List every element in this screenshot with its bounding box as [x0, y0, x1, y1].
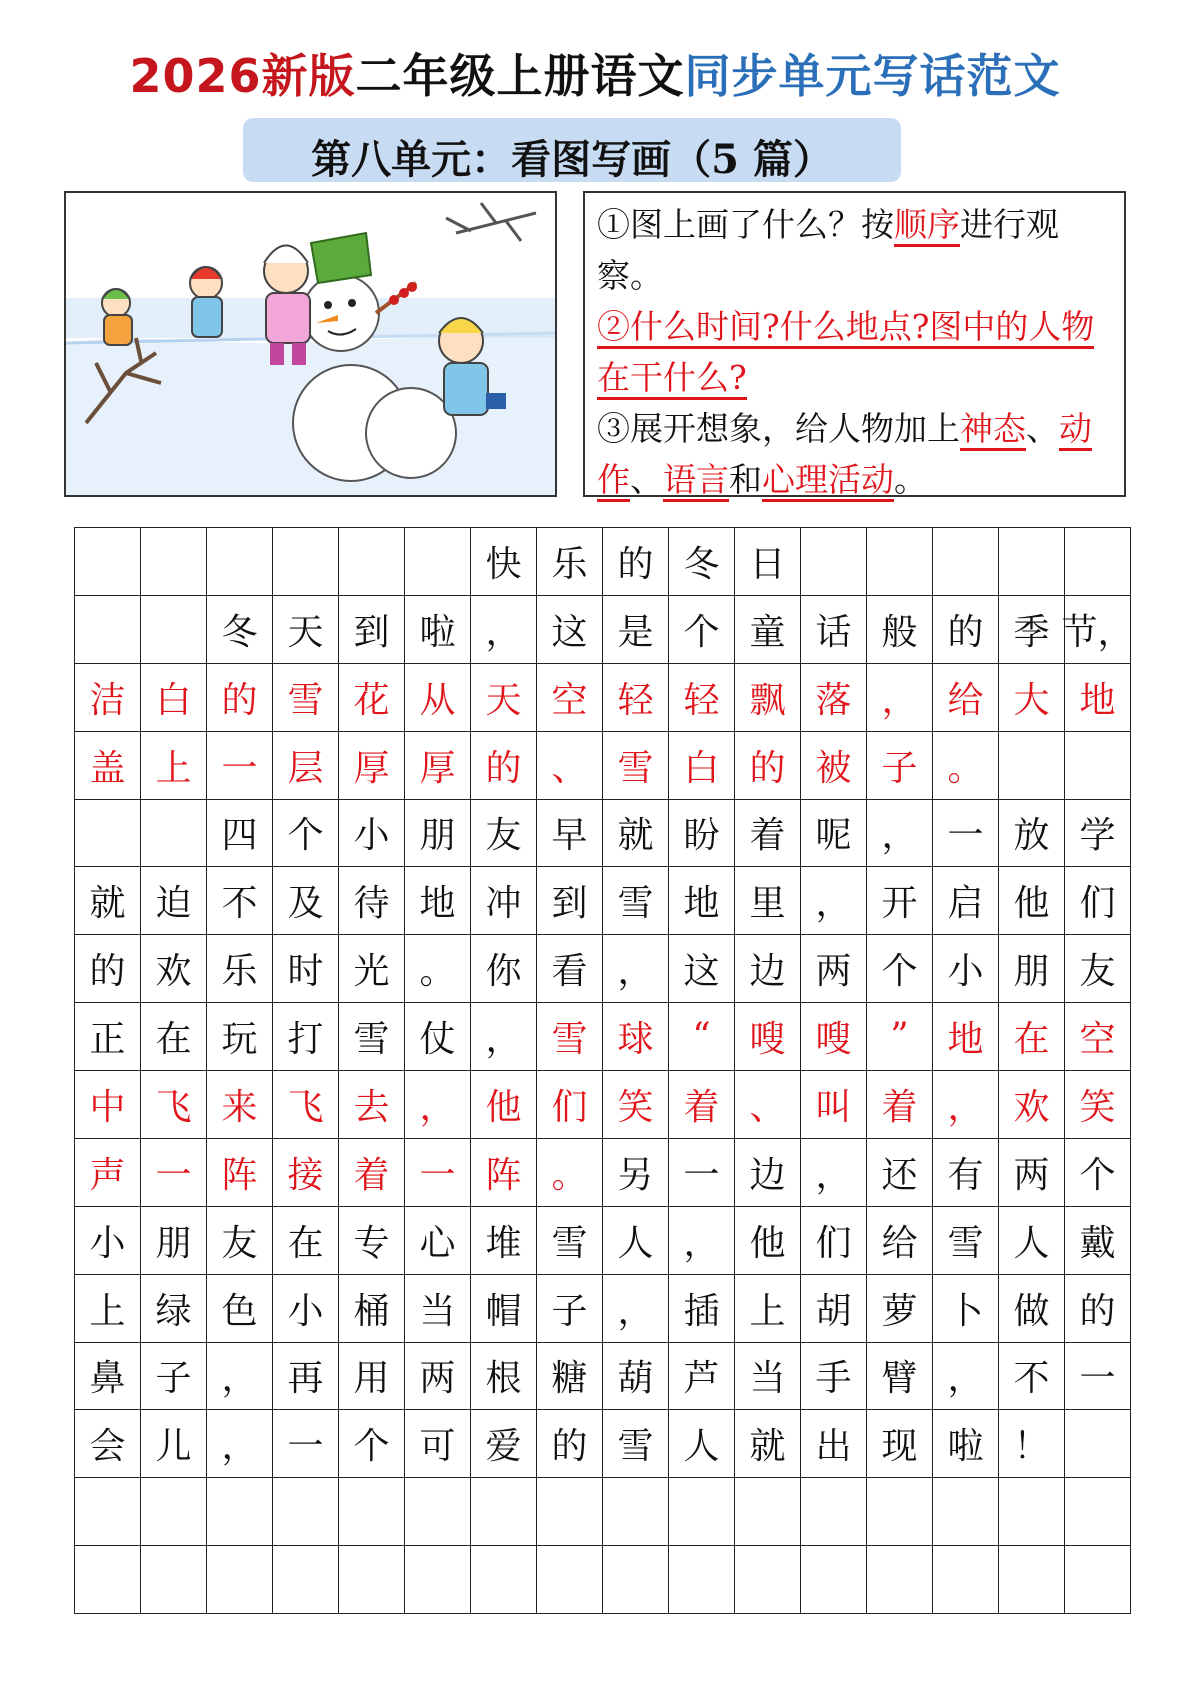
- grid-cell: 在: [273, 1207, 339, 1275]
- grid-cell: 正: [75, 1003, 141, 1071]
- grid-cell: 待: [339, 867, 405, 935]
- hint-2: [597, 301, 1114, 403]
- grid-cell: [603, 1546, 669, 1614]
- hint-3-keyword-action: 动作: [597, 409, 1092, 502]
- grid-cell: [75, 596, 141, 664]
- grid-cell: 糖: [537, 1343, 603, 1411]
- grid-cell: [75, 1478, 141, 1546]
- grid-cell: [1065, 1410, 1131, 1478]
- grid-cell: 、: [537, 732, 603, 800]
- grid-cell: 当: [735, 1343, 801, 1411]
- grid-cell: 接: [273, 1139, 339, 1207]
- grid-cell: 个: [867, 935, 933, 1003]
- grid-cell: 般: [867, 596, 933, 664]
- grid-cell: 边: [735, 1139, 801, 1207]
- grid-cell: 小: [339, 800, 405, 868]
- grid-cell: 光: [339, 935, 405, 1003]
- grid-cell: 做: [999, 1275, 1065, 1343]
- grid-cell: 层: [273, 732, 339, 800]
- grid-cell: ”: [867, 1003, 933, 1071]
- grid-cell: 当: [405, 1275, 471, 1343]
- grid-cell: [1065, 528, 1131, 596]
- grid-cell: 个: [273, 800, 339, 868]
- grid-cell: 友: [207, 1207, 273, 1275]
- title-topic: 同步单元写话范文: [684, 49, 1061, 103]
- grid-cell: 球: [603, 1003, 669, 1071]
- grid-cell: 的: [471, 732, 537, 800]
- grid-cell: 的: [537, 1410, 603, 1478]
- grid-cell: 放: [999, 800, 1065, 868]
- grid-cell: [933, 528, 999, 596]
- grid-cell: ，: [405, 1071, 471, 1139]
- grid-cell: [75, 1546, 141, 1614]
- grid-cell: 到: [339, 596, 405, 664]
- grid-cell: 飘: [735, 664, 801, 732]
- grid-cell: 天: [273, 596, 339, 664]
- grid-cell: ，: [867, 664, 933, 732]
- grid-cell: 在: [141, 1003, 207, 1071]
- grid-cell: 童: [735, 596, 801, 664]
- grid-cell: [867, 1546, 933, 1614]
- grid-cell: 现: [867, 1410, 933, 1478]
- grid-cell: 节，: [1065, 596, 1131, 664]
- grid-cell: ，: [471, 1003, 537, 1071]
- grid-cell: [1065, 732, 1131, 800]
- grid-cell: 这: [537, 596, 603, 664]
- grid-cell: 白: [669, 732, 735, 800]
- grid-cell: 是: [603, 596, 669, 664]
- grid-cell: 嗖: [801, 1003, 867, 1071]
- hint-1-keyword: 顺序: [894, 205, 960, 247]
- grid-cell: 地: [405, 867, 471, 935]
- grid-cell: 就: [735, 1410, 801, 1478]
- grid-cell: [999, 1546, 1065, 1614]
- grid-cell: [867, 1478, 933, 1546]
- grid-cell: 仗: [405, 1003, 471, 1071]
- grid-cell: 帽: [471, 1275, 537, 1343]
- grid-cell: 给: [867, 1207, 933, 1275]
- grid-cell: 另: [603, 1139, 669, 1207]
- grid-cell: 爱: [471, 1410, 537, 1478]
- grid-cell: 及: [273, 867, 339, 935]
- grid-cell: 季: [999, 596, 1065, 664]
- grid-cell: [141, 1546, 207, 1614]
- grid-cell: ，: [933, 1071, 999, 1139]
- grid-cell: 被: [801, 732, 867, 800]
- grid-cell: ！: [999, 1410, 1065, 1478]
- grid-cell: 边: [735, 935, 801, 1003]
- unit-label: 第八单元：看图写画（5 篇）: [311, 136, 833, 183]
- grid-cell: ，: [471, 596, 537, 664]
- grid-cell: [75, 528, 141, 596]
- hint-2-text: ②什么时间?什么地点?图中的人物在干什么?: [597, 307, 1094, 400]
- grid-cell: ，: [669, 1207, 735, 1275]
- grid-cell: 呢: [801, 800, 867, 868]
- grid-cell: 小: [933, 935, 999, 1003]
- grid-cell: 的: [933, 596, 999, 664]
- grid-cell: 地: [933, 1003, 999, 1071]
- grid-cell: 、: [735, 1071, 801, 1139]
- grid-cell: 笑: [603, 1071, 669, 1139]
- grid-cell: 洁: [75, 664, 141, 732]
- grid-cell: 雪: [537, 1003, 603, 1071]
- hint-3-text: ③展开想象，给人物加上: [597, 409, 960, 448]
- grid-cell: 到: [537, 867, 603, 935]
- grid-cell: 学: [1065, 800, 1131, 868]
- grid-cell: 打: [273, 1003, 339, 1071]
- grid-cell: [273, 1546, 339, 1614]
- snowman-children-illustration-icon: [66, 193, 555, 495]
- title-grade-subject: 二年级上册语文: [355, 49, 685, 103]
- hint-3-and: 和: [729, 460, 762, 499]
- grid-cell: ，: [801, 867, 867, 935]
- grid-cell: 冲: [471, 867, 537, 935]
- grid-cell: 一: [933, 800, 999, 868]
- grid-cell: 飞: [141, 1071, 207, 1139]
- grid-cell: ，: [933, 1343, 999, 1411]
- grid-cell: 朋: [141, 1207, 207, 1275]
- grid-cell: 戴: [1065, 1207, 1131, 1275]
- grid-cell: 中: [75, 1071, 141, 1139]
- grid-cell: 雪: [339, 1003, 405, 1071]
- grid-cell: 个: [1065, 1139, 1131, 1207]
- grid-cell: 大: [999, 664, 1065, 732]
- grid-cell: 给: [933, 664, 999, 732]
- grid-cell: 朋: [405, 800, 471, 868]
- grid-cell: 盖: [75, 732, 141, 800]
- grid-cell: 友: [1065, 935, 1131, 1003]
- grid-cell: 着: [867, 1071, 933, 1139]
- grid-cell: [207, 528, 273, 596]
- grid-cell: [933, 1546, 999, 1614]
- grid-cell: [801, 528, 867, 596]
- grid-cell: 来: [207, 1071, 273, 1139]
- grid-cell: [801, 1546, 867, 1614]
- grid-cell: 地: [669, 867, 735, 935]
- grid-cell: 玩: [207, 1003, 273, 1071]
- grid-cell: 一: [273, 1410, 339, 1478]
- grid-cell: 一: [669, 1139, 735, 1207]
- grid-cell: 厚: [339, 732, 405, 800]
- grid-cell: ，: [801, 1139, 867, 1207]
- grid-cell: 雪: [603, 1410, 669, 1478]
- grid-cell: 们: [537, 1071, 603, 1139]
- grid-cell: 雪: [537, 1207, 603, 1275]
- grid-cell: [537, 1546, 603, 1614]
- grid-cell: 雪: [603, 867, 669, 935]
- grid-cell: 人: [603, 1207, 669, 1275]
- grid-cell: 看: [537, 935, 603, 1003]
- grid-cell: 手: [801, 1343, 867, 1411]
- grid-cell: [405, 1546, 471, 1614]
- grid-cell: 花: [339, 664, 405, 732]
- grid-cell: [999, 732, 1065, 800]
- grid-cell: 嗖: [735, 1003, 801, 1071]
- grid-cell: [999, 528, 1065, 596]
- grid-cell: 桶: [339, 1275, 405, 1343]
- grid-cell: 会: [75, 1410, 141, 1478]
- grid-cell: [339, 1546, 405, 1614]
- grid-cell: 早: [537, 800, 603, 868]
- grid-cell: 冬: [207, 596, 273, 664]
- grid-cell: 绿: [141, 1275, 207, 1343]
- grid-cell: 飞: [273, 1071, 339, 1139]
- grid-cell: 空: [1065, 1003, 1131, 1071]
- grid-cell: 他: [999, 867, 1065, 935]
- grid-cell: 上: [141, 732, 207, 800]
- grid-cell: 这: [669, 935, 735, 1003]
- grid-cell: 子: [867, 732, 933, 800]
- grid-cell: 子: [537, 1275, 603, 1343]
- hint-3-sep: 、: [630, 460, 663, 499]
- grid-cell: ，: [603, 1275, 669, 1343]
- grid-cell: [867, 528, 933, 596]
- grid-cell: [141, 596, 207, 664]
- grid-cell: 出: [801, 1410, 867, 1478]
- writing-hints: [583, 191, 1126, 497]
- grid-cell: 朋: [999, 935, 1065, 1003]
- grid-cell: 个: [339, 1410, 405, 1478]
- grid-cell: 雪: [933, 1207, 999, 1275]
- grid-cell: 欢: [141, 935, 207, 1003]
- grid-cell: “: [669, 1003, 735, 1071]
- grid-cell: 一: [207, 732, 273, 800]
- grid-cell: 们: [801, 1207, 867, 1275]
- grid-cell: [339, 1478, 405, 1546]
- hint-1-text: ①图上画了什么？按: [597, 205, 894, 244]
- grid-cell: 上: [75, 1275, 141, 1343]
- grid-cell: 友: [471, 800, 537, 868]
- grid-cell: [405, 528, 471, 596]
- hint-3-keyword-psychology: 心理活动: [762, 460, 894, 502]
- grid-cell: 萝: [867, 1275, 933, 1343]
- grid-cell: 厚: [405, 732, 471, 800]
- grid-cell: [933, 1478, 999, 1546]
- grid-cell: [207, 1546, 273, 1614]
- grid-cell: 空: [537, 664, 603, 732]
- page-title: [0, 40, 1190, 106]
- grid-cell: 色: [207, 1275, 273, 1343]
- grid-cell: 鼻: [75, 1343, 141, 1411]
- grid-cell: ，: [207, 1410, 273, 1478]
- grid-cell: 声: [75, 1139, 141, 1207]
- grid-cell: [471, 1546, 537, 1614]
- grid-cell: 去: [339, 1071, 405, 1139]
- grid-cell: 小: [75, 1207, 141, 1275]
- grid-cell: [273, 528, 339, 596]
- grid-cell: ，: [867, 800, 933, 868]
- grid-cell: 话: [801, 596, 867, 664]
- grid-cell: 两: [801, 935, 867, 1003]
- grid-cell: 两: [999, 1139, 1065, 1207]
- grid-cell: 的: [1065, 1275, 1131, 1343]
- grid-cell: 上: [735, 1275, 801, 1343]
- grid-cell: [1065, 1478, 1131, 1546]
- grid-cell: 快: [471, 528, 537, 596]
- grid-cell: 葫: [603, 1343, 669, 1411]
- grid-cell: 雪: [603, 732, 669, 800]
- grid-cell: 里: [735, 867, 801, 935]
- unit-banner: [243, 118, 901, 182]
- grid-cell: [735, 1546, 801, 1614]
- grid-cell: 人: [999, 1207, 1065, 1275]
- grid-cell: 着: [669, 1071, 735, 1139]
- grid-cell: 。: [933, 732, 999, 800]
- grid-cell: [669, 1478, 735, 1546]
- grid-cell: [141, 528, 207, 596]
- grid-cell: 专: [339, 1207, 405, 1275]
- grid-cell: 你: [471, 935, 537, 1003]
- title-year-edition: 2026新版: [129, 49, 356, 103]
- hint-3-sep: 、: [1026, 409, 1059, 448]
- grid-cell: 子: [141, 1343, 207, 1411]
- grid-cell: 的: [603, 528, 669, 596]
- grid-cell: 胡: [801, 1275, 867, 1343]
- grid-cell: 叫: [801, 1071, 867, 1139]
- grid-cell: 有: [933, 1139, 999, 1207]
- grid-cell: [999, 1478, 1065, 1546]
- grid-cell: 芦: [669, 1343, 735, 1411]
- grid-cell: [537, 1478, 603, 1546]
- grid-cell: 插: [669, 1275, 735, 1343]
- grid-cell: [75, 800, 141, 868]
- grid-cell: 再: [273, 1343, 339, 1411]
- grid-cell: 着: [735, 800, 801, 868]
- grid-cell: ，: [603, 935, 669, 1003]
- grid-cell: 在: [999, 1003, 1065, 1071]
- grid-cell: 两: [405, 1343, 471, 1411]
- grid-cell: 就: [75, 867, 141, 935]
- grid-cell: 啦: [405, 596, 471, 664]
- grid-cell: 落: [801, 664, 867, 732]
- grid-cell: 阵: [207, 1139, 273, 1207]
- hint-3-end: 。: [894, 460, 927, 499]
- grid-cell: 着: [339, 1139, 405, 1207]
- grid-cell: 地: [1065, 664, 1131, 732]
- grid-cell: 轻: [603, 664, 669, 732]
- grid-cell: 的: [75, 935, 141, 1003]
- hint-1: [597, 199, 1114, 301]
- grid-cell: 小: [273, 1275, 339, 1343]
- grid-cell: 们: [1065, 867, 1131, 935]
- grid-cell: [141, 800, 207, 868]
- hint-1-text-end: 进行观察。: [597, 205, 1059, 295]
- grid-cell: 臂: [867, 1343, 933, 1411]
- grid-cell: [471, 1478, 537, 1546]
- grid-cell: 。: [405, 935, 471, 1003]
- snowman-illustration: [64, 191, 557, 497]
- hint-3-keyword-expression: 神态: [960, 409, 1026, 451]
- grid-cell: 迫: [141, 867, 207, 935]
- grid-cell: 一: [141, 1139, 207, 1207]
- grid-cell: 日: [735, 528, 801, 596]
- grid-cell: [801, 1478, 867, 1546]
- grid-cell: 欢: [999, 1071, 1065, 1139]
- grid-cell: 乐: [537, 528, 603, 596]
- grid-cell: 卜: [933, 1275, 999, 1343]
- grid-cell: 啦: [933, 1410, 999, 1478]
- grid-cell: 可: [405, 1410, 471, 1478]
- hint-3-keyword-speech: 语言: [663, 460, 729, 502]
- grid-cell: 不: [207, 867, 273, 935]
- grid-cell: 的: [735, 732, 801, 800]
- grid-cell: 时: [273, 935, 339, 1003]
- grid-cell: 人: [669, 1410, 735, 1478]
- hint-3: [597, 403, 1114, 505]
- grid-cell: [207, 1478, 273, 1546]
- grid-cell: [405, 1478, 471, 1546]
- grid-cell: 。: [537, 1139, 603, 1207]
- grid-cell: 盼: [669, 800, 735, 868]
- grid-cell: 根: [471, 1343, 537, 1411]
- grid-cell: 冬: [669, 528, 735, 596]
- grid-cell: 雪: [273, 664, 339, 732]
- grid-cell: 儿: [141, 1410, 207, 1478]
- grid-cell: 启: [933, 867, 999, 935]
- grid-cell: [669, 1546, 735, 1614]
- grid-cell: 他: [471, 1071, 537, 1139]
- grid-cell: 乐: [207, 935, 273, 1003]
- grid-cell: 开: [867, 867, 933, 935]
- grid-cell: 阵: [471, 1139, 537, 1207]
- grid-cell: 轻: [669, 664, 735, 732]
- grid-cell: [603, 1478, 669, 1546]
- grid-cell: 心: [405, 1207, 471, 1275]
- grid-cell: 还: [867, 1139, 933, 1207]
- grid-cell: 就: [603, 800, 669, 868]
- grid-cell: [273, 1478, 339, 1546]
- grid-cell: 天: [471, 664, 537, 732]
- grid-cell: 从: [405, 664, 471, 732]
- grid-cell: 的: [207, 664, 273, 732]
- grid-cell: [735, 1478, 801, 1546]
- grid-cell: ，: [207, 1343, 273, 1411]
- grid-cell: 用: [339, 1343, 405, 1411]
- grid-cell: 一: [405, 1139, 471, 1207]
- grid-cell: 白: [141, 664, 207, 732]
- essay-writing-grid: [74, 527, 1134, 1614]
- grid-cell: 不: [999, 1343, 1065, 1411]
- grid-cell: [141, 1478, 207, 1546]
- grid-cell: [339, 528, 405, 596]
- grid-cell: 四: [207, 800, 273, 868]
- grid-cell: 个: [669, 596, 735, 664]
- grid-cell: [1065, 1546, 1131, 1614]
- grid-cell: 一: [1065, 1343, 1131, 1411]
- grid-cell: 笑: [1065, 1071, 1131, 1139]
- grid-cell: 他: [735, 1207, 801, 1275]
- grid-cell: 堆: [471, 1207, 537, 1275]
